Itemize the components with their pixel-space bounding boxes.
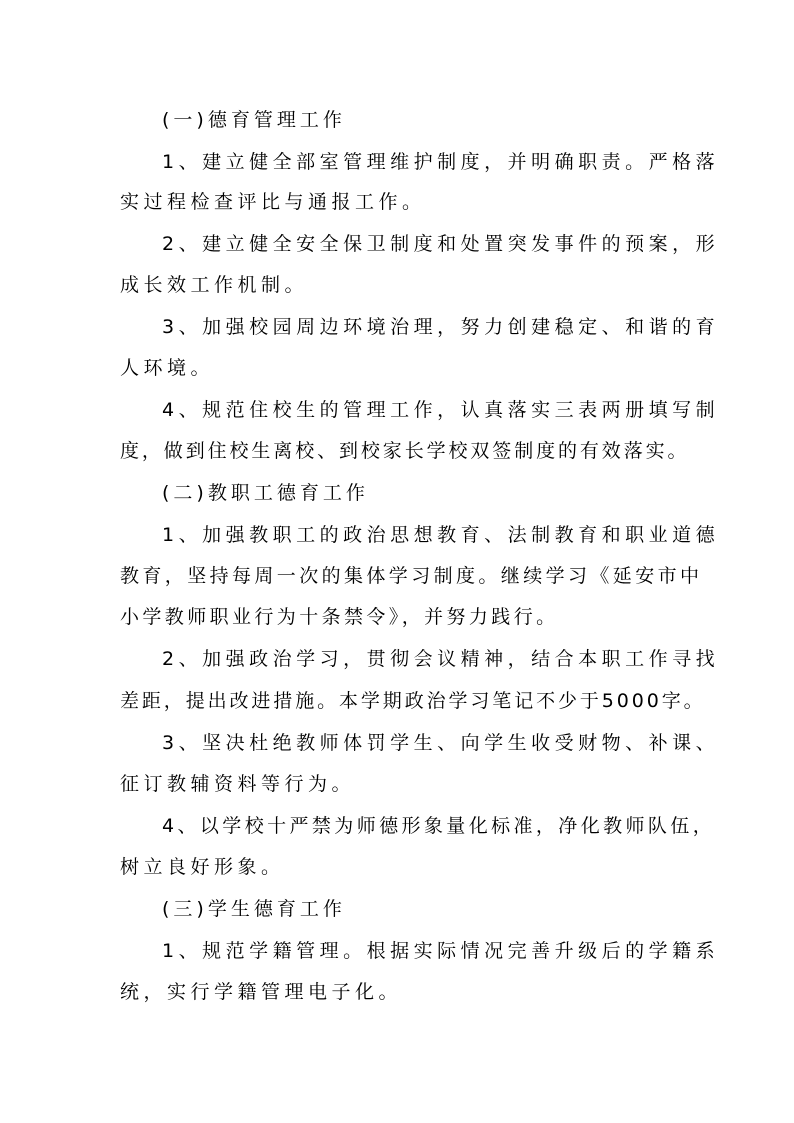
section-heading-1: (一)德育管理工作 <box>162 109 346 131</box>
paragraph-line: 2、加强政治学习，贯彻会议精神，结合本职工作寻找 <box>162 648 720 670</box>
paragraph-line: 小学教师职业行为十条禁令》，并努力践行。 <box>120 606 559 628</box>
paragraph-line: 2、建立健全安全保卫制度和处置突发事件的预案，形 <box>162 233 720 255</box>
paragraph-line: 1、加强教职工的政治思想教育、法制教育和职业道德 <box>162 524 720 546</box>
paragraph-line: 4、以学校十严禁为师德形象量化标准，净化教师队伍， <box>162 815 716 837</box>
paragraph-line: 教育，坚持每周一次的集体学习制度。继续学习《延安市中 <box>120 565 703 587</box>
paragraph-line: 树立良好形象。 <box>120 856 285 878</box>
paragraph-line: 度，做到住校生离校、到校家长学校双签制度的有效落实。 <box>120 440 690 462</box>
paragraph-line: 人环境。 <box>120 357 215 379</box>
paragraph-line: 实过程检查评比与通报工作。 <box>120 191 426 213</box>
paragraph-line: 统，实行学籍管理电子化。 <box>120 981 403 1003</box>
paragraph-line: 3、加强校园周边环境治理，努力创建稳定、和谐的育 <box>162 316 720 338</box>
paragraph-line: 1、建立健全部室管理维护制度，并明确职责。严格落 <box>162 151 720 173</box>
paragraph-line: 征订教辅资料等行为。 <box>120 773 356 795</box>
paragraph-line: 1、规范学籍管理。根据实际情况完善升级后的学籍系 <box>162 940 720 962</box>
paragraph-line: 差距，提出改进措施。本学期政治学习笔记不少于5000字。 <box>120 690 706 712</box>
section-heading-3: (三)学生德育工作 <box>162 898 346 920</box>
paragraph-line: 4、规范住校生的管理工作，认真落实三表两册填写制 <box>162 399 720 421</box>
paragraph-line: 3、坚决杜绝教师体罚学生、向学生收受财物、补课、 <box>162 732 720 754</box>
paragraph-line: 成长效工作机制。 <box>120 274 309 296</box>
section-heading-2: (二)教职工德育工作 <box>162 482 369 504</box>
